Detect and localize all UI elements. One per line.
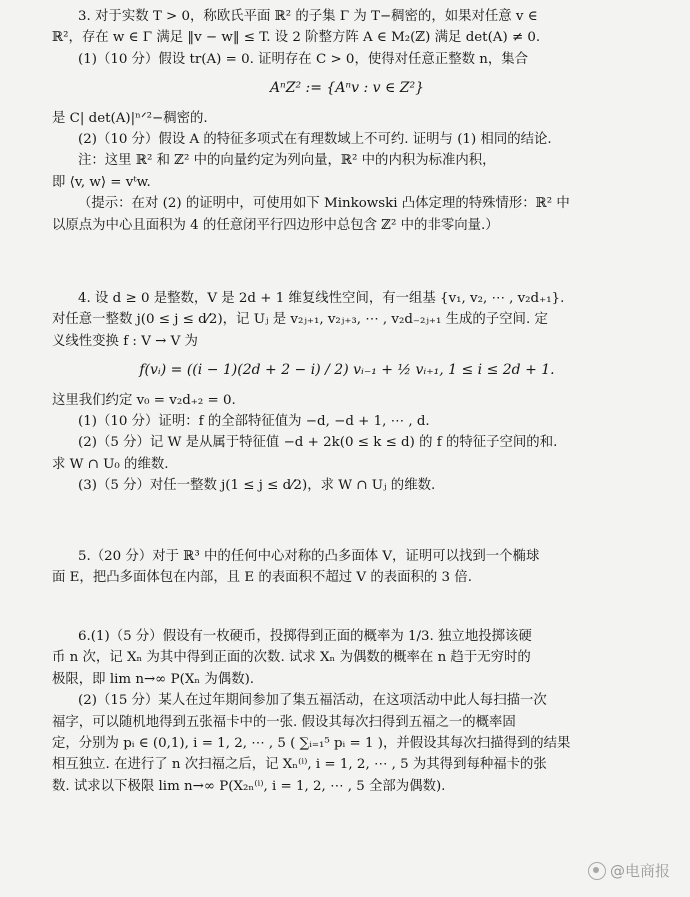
problem-3-hint: 以原点为中心且面积为 4 的任意闭平行四边形中总包含 ℤ² 中的非零向量.） xyxy=(52,217,499,233)
problem-3-line: 3. 对于实数 T > 0，称欧氏平面 ℝ² 的子集 Γ 为 T−稠密的，如果对任意 v ∈ xyxy=(78,9,538,24)
problem-6-line: (2)（15 分）某人在过年期间参加了集五福活动，在这项活动中此人每扫描一次 xyxy=(78,693,547,709)
problem-4-part: (2)（5 分）记 W 是从属于特征值 −d + 2k(0 ≤ k ≤ d) 的 f 的特征子空间的和. xyxy=(78,435,558,451)
problem-3-note: 注：这里 ℝ² 和 ℤ² 中的向量约定为列向量，ℝ² 中的内积为标准内积， xyxy=(78,153,496,169)
problem-5-line: 5.（20 分）对于 ℝ³ 中的任何中心对称的凸多面体 V，证明可以找到一个椭球 xyxy=(78,549,540,564)
watermark xyxy=(588,860,670,881)
problem-6-line: 相互独立. 在进行了 n 次扫福之后，记 Xₙ⁽ⁱ⁾, i = 1, 2, ⋯ , 5 为其得到每种福卡的张 xyxy=(52,757,547,773)
problem-6-line: 极限，即 lim n→∞ P(Xₙ 为偶数). xyxy=(52,671,255,687)
problem-4-part: 求 W ∩ U₀ 的维数. xyxy=(52,456,169,472)
problem-4-line: 这里我们约定 v₀ = v₂d₊₂ = 0. xyxy=(52,392,236,408)
problem-6-line: 币 n 次，记 Xₙ 为其中得到正面的次数. 试求 Xₙ 为偶数的概率在 n 趋于无穷时的 xyxy=(52,650,531,666)
problem-6-line: 福字，可以随机地得到五张福卡中的一张. 假设其每次扫得到五福之一的概率固 xyxy=(52,714,516,730)
problem-4-formula: f(vᵢ) = ((i − 1)(2d + 2 − i) / 2) vᵢ₋₁ + ½ vᵢ₊₁, 1 ≤ i ≤ 2d + 1. xyxy=(139,362,555,379)
problem-3-line: (2)（10 分）假设 A 的特征多项式在有理数域上不可约. 证明与 (1) 相同的结论. xyxy=(78,132,552,148)
problem-3 xyxy=(52,6,642,236)
problem-4-line: 义线性变换 f : V → V 为 xyxy=(52,333,198,349)
problem-4-part: (1)（10 分）证明：f 的全部特征值为 −d, −d + 1, ⋯ , d. xyxy=(78,414,430,430)
problem-4-part: (3)（5 分）对任一整数 j(1 ≤ j ≤ d⁄2)，求 W ∩ Uⱼ 的维数. xyxy=(78,478,436,494)
problem-3-hint: （提示：在对 (2) 的证明中，可使用如下 Minkowski 凸体定理的特殊情形：ℝ² 中 xyxy=(78,196,570,212)
problem-3-line: 是 C| det(A)|ⁿᐟ²−稠密的. xyxy=(52,110,208,126)
problem-6-line: 6.(1)（5 分）假设有一枚硬币，投掷得到正面的概率为 1/3. 独立地投掷该硬 xyxy=(78,629,532,644)
problem-3-formula: AⁿZ² := {Aⁿv : v ∈ Z²} xyxy=(269,80,425,97)
problem-3-line: ℝ²，存在 w ∈ Γ 满足 ‖v − w‖ ≤ T. 设 2 阶整方阵 A ∈ M₂(ℤ) 满足 det(A) ≠ 0. xyxy=(52,30,541,46)
problem-6-line: 数. 试求以下极限 lim n→∞ P(X₂ₙ⁽ⁱ⁾, i = 1, 2, ⋯ , 5 全部为偶数). xyxy=(52,778,446,794)
watermark-text: @电商报 xyxy=(609,862,670,880)
problem-3-line: (1)（10 分）假设 tr(A) = 0. 证明存在 C > 0，使得对任意正整数 n，集合 xyxy=(78,51,529,67)
problem-4-line: 4. 设 d ≥ 0 是整数，V 是 2d + 1 维复线性空间，有一组基 {v₁, v₂, ⋯ , v₂d₊₁}. xyxy=(78,291,565,306)
problem-5-line: 面 E，把凸多面体包在内部，且 E 的表面积不超过 V 的表面积的 3 倍. xyxy=(52,570,472,586)
problem-5 xyxy=(52,546,642,589)
problem-6 xyxy=(52,626,642,797)
problem-4 xyxy=(52,288,642,497)
problem-6-line: 定，分别为 pᵢ ∈ (0,1), i = 1, 2, ⋯ , 5 ( ∑ᵢ₌₁⁵ pᵢ = 1 )，并假设其每次扫描得到的结果 xyxy=(52,736,571,752)
problem-4-line: 对任意一整数 j(0 ≤ j ≤ d⁄2)，记 Uⱼ 是 v₂ⱼ₊₁, v₂ⱼ₊₃, ⋯ , v₂d₋₂ⱼ₊₁ 生成的子空间. 定 xyxy=(52,312,548,328)
problem-3-note: 即 ⟨v, w⟩ = vᵗw. xyxy=(52,174,151,190)
logo-icon xyxy=(588,862,606,880)
